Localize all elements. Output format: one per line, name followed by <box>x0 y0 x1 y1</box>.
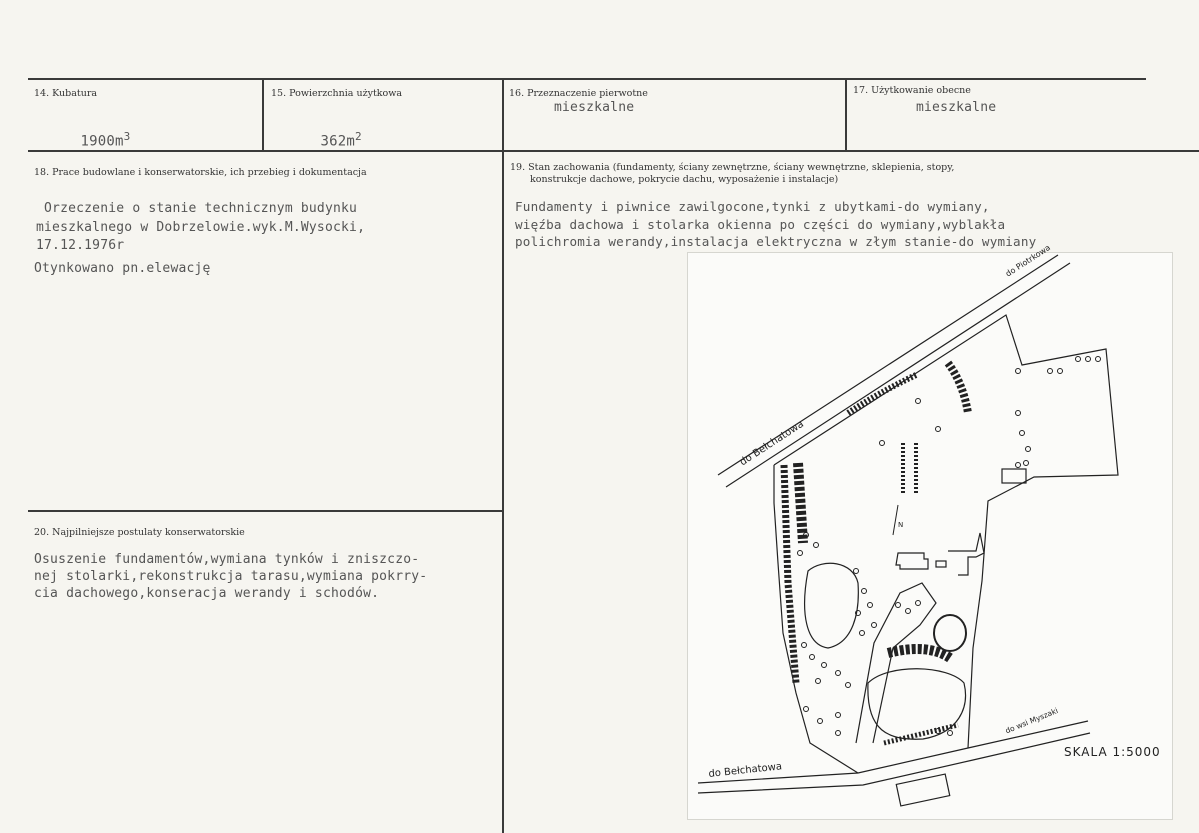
field-18-extra-note: Otynkowano pn.elewację <box>34 261 211 276</box>
manor-house <box>896 553 928 569</box>
outbuilding-l-shape <box>948 533 984 575</box>
field-16-value: mieszkalne <box>554 100 635 115</box>
field-19-label-line-2: konstrukcje dachowe, pokrycie dachu, wyposażenie i instalacje) <box>530 174 839 185</box>
site-plan-drawing <box>688 253 1172 819</box>
scattered-trees <box>798 357 1101 736</box>
pond-upper <box>805 563 859 648</box>
field-19-line-1: Fundamenty i piwnice zawilgocone,tynki z ubytkami-do wymiany, <box>515 199 990 214</box>
outbuilding-small <box>936 561 946 567</box>
row1-bottom-rule <box>28 150 1199 152</box>
field-18-line-3: 17.12.1976r <box>36 238 125 253</box>
divider-16-17 <box>845 78 847 150</box>
field-15-label: 15. Powierzchnia użytkowa <box>271 88 403 99</box>
road-label-left-upper: do Bełchatowa <box>738 418 806 469</box>
divider-14-15 <box>262 78 264 150</box>
field-20-line-2: nej stolarki,rekonstrukcja tarasu,wymiana pokrry- <box>34 569 428 584</box>
site-plan-map <box>687 243 1173 820</box>
field-18-line-1: Orzeczenie o stanie technicznym budynku <box>36 201 358 216</box>
field-15-unit-exponent: 2 <box>355 130 362 143</box>
field-14-label: 14. Kubatura <box>34 88 98 99</box>
field-15-value <box>286 108 362 171</box>
field-19-line-3: polichromia werandy,instalacja elektryczna w złym stanie-do wymiany <box>515 234 1037 249</box>
divider-15-16 <box>502 78 504 833</box>
field-14-value <box>46 108 131 171</box>
map-scale: SKALA 1:5000 <box>1064 745 1161 759</box>
field-15-number: 362m <box>320 133 356 150</box>
main-road-edge-2 <box>726 263 1070 487</box>
field-17-value: mieszkalne <box>916 100 997 115</box>
field-18-label: 18. Prace budowlane i konserwatorskie, ich przebieg i dokumentacja <box>34 167 367 178</box>
field-17-label: 17. Użytkowanie obecne <box>853 85 971 96</box>
tree-row-northeast <box>948 363 968 413</box>
north-arrow-shaft <box>893 505 898 535</box>
tree-row-north <box>848 375 916 413</box>
field-14-unit-exponent: 3 <box>123 130 131 143</box>
field-14-number: 1900m <box>80 133 124 150</box>
tree-group-east <box>934 615 966 651</box>
field-19-line-2: więźba dachowa i stolarka okienna po części do wymiany,wyblakła <box>515 217 1006 232</box>
road-label-right-lower: do wsi Myszaki <box>1004 706 1060 736</box>
field-16-label: 16. Przeznaczenie pierwotne <box>509 88 648 99</box>
field-20-label: 20. Najpilniejsze postulaty konserwatorskie <box>34 527 245 538</box>
field-20-line-1: Osuszenie fundamentów,wymiana tynków i zniszczo- <box>34 552 420 567</box>
boundary-east <box>774 315 1118 748</box>
building-south <box>896 774 949 806</box>
road-label-top: do Piotrkowa <box>1004 243 1053 279</box>
field-20-line-3: cia dachowego,konseracja werandy i schodów. <box>34 586 380 601</box>
tree-row-west-inner <box>798 463 803 543</box>
top-rule <box>28 78 1146 80</box>
north-label: N <box>898 521 904 529</box>
field-18-line-2: mieszkalnego w Dobrzelowie.wyk.M.Wysocki, <box>36 220 366 235</box>
tree-row-south <box>884 725 958 743</box>
field-19-label-line-1: 19. Stan zachowania (fundamenty, ściany zewnętrzne, ściany wewnętrzne, sklepienia, stopy, <box>510 162 955 173</box>
section18-bottom-rule <box>28 510 504 512</box>
tree-row-west <box>784 465 796 683</box>
outbuilding-east <box>1002 469 1026 483</box>
road-label-left-lower: do Bełchatowa <box>708 761 783 780</box>
tree-cluster-pond <box>888 649 950 658</box>
